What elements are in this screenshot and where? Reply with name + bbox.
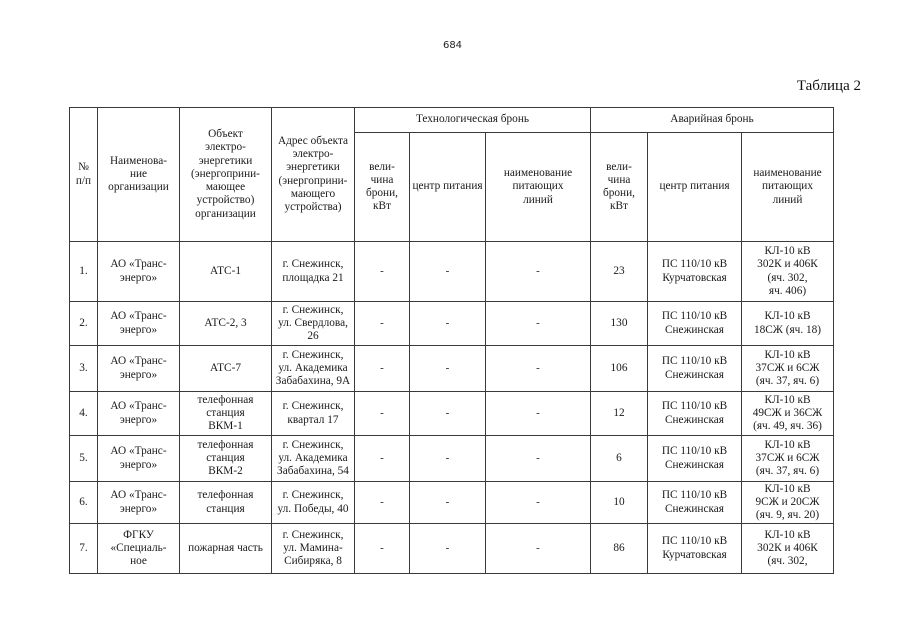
cell-tech-lines: - xyxy=(486,302,591,346)
cell-emerg-lines: КЛ-10 кВ 302К и 406К (яч. 302, xyxy=(742,524,834,574)
header-row-groups xyxy=(70,108,834,133)
cell-emerg-value: 86 xyxy=(591,524,648,574)
cell-tech-lines: - xyxy=(486,346,591,392)
cell-address: г. Снежинск, ул. Академика Забабахина, 9А xyxy=(272,346,355,392)
cell-org: АО «Транс- энерго» xyxy=(98,482,180,524)
cell-org: АО «Транс- энерго» xyxy=(98,436,180,482)
cell-tech-value: - xyxy=(355,524,410,574)
cell-emerg-lines: КЛ-10 кВ 9СЖ и 20СЖ (яч. 9, яч. 20) xyxy=(742,482,834,524)
cell-emerg-value: 12 xyxy=(591,392,648,436)
cell-tech-value: - xyxy=(355,242,410,302)
cell-num: 5. xyxy=(70,436,98,482)
cell-tech-value: - xyxy=(355,392,410,436)
cell-object: АТС-7 xyxy=(180,346,272,392)
cell-emerg-center: ПС 110/10 кВ Курчатовская xyxy=(648,524,742,574)
cell-org: АО «Транс- энерго» xyxy=(98,242,180,302)
table-row xyxy=(70,302,834,346)
cell-tech-center: - xyxy=(410,436,486,482)
table-row xyxy=(70,346,834,392)
table-row xyxy=(70,242,834,302)
cell-num: 7. xyxy=(70,524,98,574)
cell-address: г. Снежинск, ул. Свердлова, 26 xyxy=(272,302,355,346)
cell-emerg-center: ПС 110/10 кВ Снежинская xyxy=(648,436,742,482)
cell-tech-lines: - xyxy=(486,242,591,302)
header-emerg-value: вели- чина брони, кВт xyxy=(591,133,648,242)
cell-tech-center: - xyxy=(410,392,486,436)
cell-object: АТС-2, 3 xyxy=(180,302,272,346)
cell-tech-center: - xyxy=(410,524,486,574)
header-emerg-center: центр питания xyxy=(648,133,742,242)
cell-emerg-value: 130 xyxy=(591,302,648,346)
cell-emerg-center: ПС 110/10 кВ Снежинская xyxy=(648,482,742,524)
cell-object: АТС-1 xyxy=(180,242,272,302)
cell-org: АО «Транс- энерго» xyxy=(98,392,180,436)
table-row xyxy=(70,482,834,524)
cell-emerg-value: 6 xyxy=(591,436,648,482)
cell-org: АО «Транс- энерго» xyxy=(98,302,180,346)
header-tech-lines: наименование питающих линий xyxy=(486,133,591,242)
cell-tech-center: - xyxy=(410,346,486,392)
cell-object: телефонная станция ВКМ-1 xyxy=(180,392,272,436)
cell-tech-value: - xyxy=(355,302,410,346)
header-object: Объект электро- энергетики (энергоприни- мающее устройство) организации xyxy=(180,108,272,242)
table-row xyxy=(70,436,834,482)
cell-address: г. Снежинск, квартал 17 xyxy=(272,392,355,436)
header-address: Адрес объекта электро- энергетики (энергоприни- мающего устройства) xyxy=(272,108,355,242)
cell-emerg-value: 10 xyxy=(591,482,648,524)
cell-tech-center: - xyxy=(410,302,486,346)
header-num: № п/п xyxy=(70,108,98,242)
table-row xyxy=(70,524,834,574)
cell-emerg-lines: КЛ-10 кВ 18СЖ (яч. 18) xyxy=(742,302,834,346)
cell-org: АО «Транс- энерго» xyxy=(98,346,180,392)
cell-num: 6. xyxy=(70,482,98,524)
cell-tech-lines: - xyxy=(486,436,591,482)
header-emergency-reserve: Аварийная бронь xyxy=(591,108,834,133)
header-org: Наименова- ние организации xyxy=(98,108,180,242)
cell-tech-lines: - xyxy=(486,392,591,436)
cell-emerg-center: ПС 110/10 кВ Снежинская xyxy=(648,302,742,346)
cell-tech-lines: - xyxy=(486,524,591,574)
cell-tech-value: - xyxy=(355,482,410,524)
table-caption: Таблица 2 xyxy=(796,78,861,94)
cell-emerg-value: 23 xyxy=(591,242,648,302)
header-tech-value: вели- чина брони, кВт xyxy=(355,133,410,242)
cell-org: ФГКУ «Специаль- ное xyxy=(98,524,180,574)
cell-emerg-center: ПС 110/10 кВ Курчатовская xyxy=(648,242,742,302)
cell-object: телефонная станция xyxy=(180,482,272,524)
table-row xyxy=(70,392,834,436)
header-emerg-lines: наименование питающих линий xyxy=(742,133,834,242)
power-reserve-table xyxy=(69,107,834,574)
cell-tech-center: - xyxy=(410,482,486,524)
cell-tech-center: - xyxy=(410,242,486,302)
cell-emerg-lines: КЛ-10 кВ 37СЖ и 6СЖ (яч. 37, яч. 6) xyxy=(742,346,834,392)
cell-tech-lines: - xyxy=(486,482,591,524)
cell-num: 4. xyxy=(70,392,98,436)
cell-address: г. Снежинск, площадка 21 xyxy=(272,242,355,302)
cell-tech-value: - xyxy=(355,436,410,482)
cell-address: г. Снежинск, ул. Академика Забабахина, 54 xyxy=(272,436,355,482)
cell-tech-value: - xyxy=(355,346,410,392)
cell-object: телефонная станция ВКМ-2 xyxy=(180,436,272,482)
cell-address: г. Снежинск, ул. Мамина- Сибиряка, 8 xyxy=(272,524,355,574)
cell-emerg-lines: КЛ-10 кВ 37СЖ и 6СЖ (яч. 37, яч. 6) xyxy=(742,436,834,482)
cell-num: 2. xyxy=(70,302,98,346)
header-tech-reserve: Технологическая бронь xyxy=(355,108,591,133)
cell-address: г. Снежинск, ул. Победы, 40 xyxy=(272,482,355,524)
header-tech-center: центр питания xyxy=(410,133,486,242)
cell-emerg-center: ПС 110/10 кВ Снежинская xyxy=(648,346,742,392)
page-number: 684 xyxy=(442,40,463,51)
cell-emerg-lines: КЛ-10 кВ 302К и 406К (яч. 302, яч. 406) xyxy=(742,242,834,302)
cell-num: 1. xyxy=(70,242,98,302)
cell-object: пожарная часть xyxy=(180,524,272,574)
cell-emerg-value: 106 xyxy=(591,346,648,392)
cell-emerg-center: ПС 110/10 кВ Снежинская xyxy=(648,392,742,436)
cell-emerg-lines: КЛ-10 кВ 49СЖ и 36СЖ (яч. 49, яч. 36) xyxy=(742,392,834,436)
cell-num: 3. xyxy=(70,346,98,392)
